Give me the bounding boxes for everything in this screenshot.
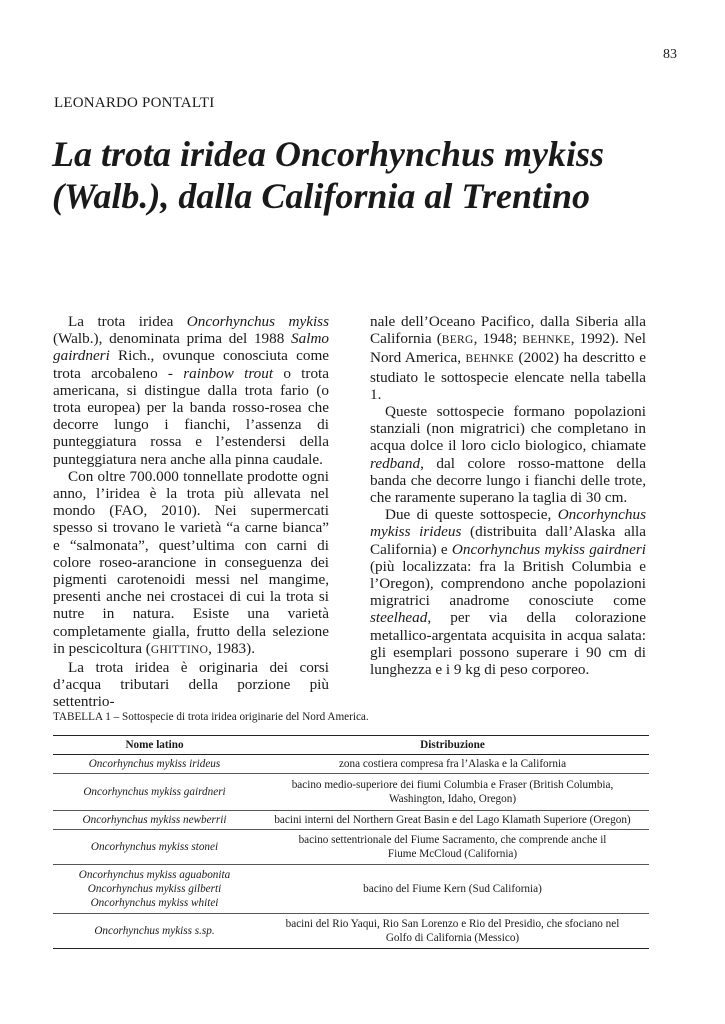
title-line-2: (Walb.), dalla California al Trentino	[52, 176, 591, 216]
latin-name-cell: Oncorhynchus mykiss newberrii	[53, 811, 256, 830]
table-row	[53, 830, 649, 865]
page-number: 83	[663, 47, 677, 62]
paragraph: nale dell’Oceano Pacifico, dalla Siberia alla California (BERG, 1948; BEHNKE, 1992). Nel Nord America, BEHNKE (2002) ha descritto e studiato le sottospecie elencate nella tabella 1.	[370, 313, 646, 403]
distribution-cell: bacini interni del Northern Great Basin e del Lago Klamath Superiore (Oregon)	[256, 811, 649, 830]
table-row	[53, 914, 649, 949]
article-title	[52, 133, 672, 217]
table-caption: TABELLA 1 – Sottospecie di trota iridea originarie del Nord America.	[53, 711, 369, 723]
table-row	[53, 865, 649, 914]
distribution-cell: bacino medio-superiore dei fiumi Columbia e Fraser (British Columbia, Washington, Idaho, Oregon)	[256, 774, 649, 811]
paragraph: Queste sottospecie formano popolazioni stanziali (non migratrici) che completano in acqua dolce il loro ciclo biologico, chiamate redband, dal colore rosso-mattone della banda che decorre lungo i fianchi delle trote, che raramente superano la taglia di 30 cm.	[370, 403, 646, 507]
header-nome-latino: Nome latino	[53, 736, 256, 755]
latin-name-cell: Oncorhynchus mykiss gairdneri	[53, 774, 256, 811]
author-name: LEONARDO PONTALTI	[54, 95, 215, 111]
right-column	[370, 313, 646, 678]
header-distribuzione: Distribuzione	[256, 736, 649, 755]
title-line-1: La trota iridea Oncorhynchus mykiss	[52, 134, 605, 174]
paragraph: Due di queste sottospecie, Oncorhynchus mykiss irideus (distribuita dall’Alaska alla California) e Oncorhynchus mykiss gairdneri (più localizzata: fra la British Columbia e l’Oregon), comprendono anche popolazioni migratrici anadrome conosciute come steelhead, per via della colorazione metallico-argentata acquisita in acqua salata: gli esemplari possono superare i 90 cm di lunghezza e i 9 kg di peso corporeo.	[370, 506, 646, 679]
paragraph: Con oltre 700.000 tonnellate prodotte ogni anno, l’iridea è la trota più allevata nel mondo (FAO, 2010). Nei supermercati spesso si trovano le varietà “a carne bianca” e “salmonata”, quest’ultima con carni di colore roseo-arancione in conseguenza dei pigmenti carotenoidi messi nel mangime, presenti anche nei crostacei di cui la trota si nutre in natura. Esiste una varietà completamente gialla, frutto della selezione in pescicoltura (GHITTINO, 1983).	[53, 467, 329, 657]
table-row	[53, 774, 649, 811]
subspecies-table	[53, 735, 649, 949]
latin-name-cell: Oncorhynchus mykiss stonei	[53, 830, 256, 865]
paragraph: La trota iridea è originaria dei corsi d’acqua tributari della porzione più settentrio-	[53, 659, 329, 711]
distribution-cell: bacino settentrionale del Fiume Sacramento, che comprende anche il Fiume McCloud (California)	[256, 830, 649, 865]
paragraph: La trota iridea Oncorhynchus mykiss (Walb.), denominata prima del 1988 Salmo gairdneri Rich., ovunque conosciuta come trota arcobaleno - rainbow trout o trota americana, si distingue dalla trota fario (o trota europea) per la banda rosso-rosea che decorre lungo i fianchi, l’assenza di punteggiatura rossa e l’estendersi della punteggiatura nera anche alla pinna caudale.	[53, 313, 330, 468]
distribution-cell: bacino del Fiume Kern (Sud California)	[256, 865, 649, 914]
table-header-row	[53, 736, 649, 755]
left-column	[53, 313, 329, 711]
table-row	[53, 755, 649, 774]
latin-name-cell: Oncorhynchus mykiss aguabonita Oncorhynchus mykiss gilberti Oncorhynchus mykiss whitei	[53, 865, 256, 914]
distribution-cell: zona costiera compresa fra l’Alaska e la California	[256, 755, 649, 774]
latin-name-cell: Oncorhynchus mykiss irideus	[53, 755, 256, 774]
latin-name-cell: Oncorhynchus mykiss s.sp.	[53, 914, 256, 949]
table-row	[53, 811, 649, 830]
distribution-cell: bacini del Rio Yaqui, Rio San Lorenzo e Rio del Presidio, che sfociano nel Golfo di California (Messico)	[256, 914, 649, 949]
